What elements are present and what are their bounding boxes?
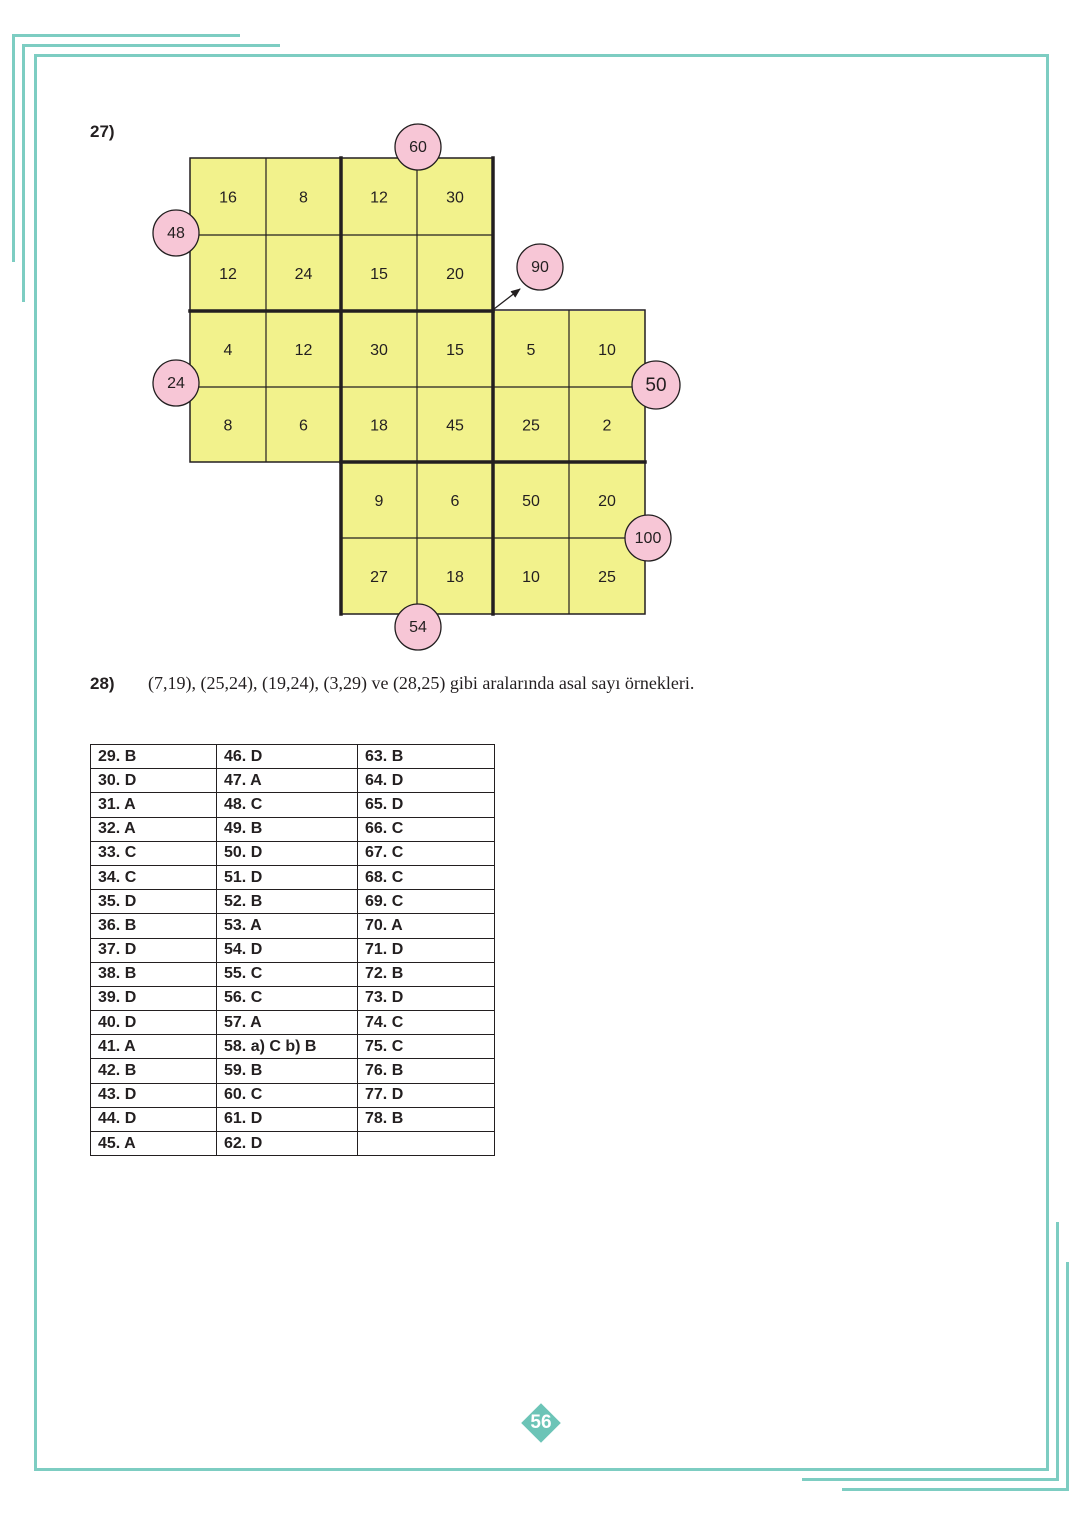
puzzle-cell-number: 15	[446, 342, 464, 360]
frame-accent-br-1v	[1056, 1222, 1059, 1481]
puzzle-cell-number: 18	[370, 417, 388, 435]
answer-cell: 75. C	[358, 1035, 495, 1059]
puzzle-cell-number: 12	[370, 189, 388, 207]
answer-cell: 37. D	[91, 938, 217, 962]
answer-cell: 73. D	[358, 986, 495, 1010]
puzzle-cell-number: 6	[450, 493, 460, 511]
answer-row	[91, 841, 495, 865]
puzzle-cell-number: 10	[522, 569, 540, 587]
answer-cell: 59. B	[217, 1059, 358, 1083]
puzzle-cell-number: 12	[219, 266, 237, 284]
answer-cell: 65. D	[358, 793, 495, 817]
answer-cell: 52. B	[217, 890, 358, 914]
bubble-value-54: 54	[409, 619, 427, 637]
answer-cell: 55. C	[217, 962, 358, 986]
puzzle-cell-number: 20	[598, 493, 616, 511]
answer-cell: 48. C	[217, 793, 358, 817]
answer-row	[91, 1035, 495, 1059]
answer-cell: 71. D	[358, 938, 495, 962]
answer-cell: 67. C	[358, 841, 495, 865]
puzzle-cell-number: 6	[299, 417, 308, 435]
answer-row	[91, 1011, 495, 1035]
frame-bottom-line	[34, 1468, 1049, 1471]
answer-cell: 32. A	[91, 817, 217, 841]
puzzle-cell-number: 5	[526, 342, 536, 360]
answer-cell: 53. A	[217, 914, 358, 938]
puzzle-cell-number: 8	[223, 417, 233, 435]
q27-number-puzzle	[0, 0, 1080, 660]
answer-row	[91, 745, 495, 769]
answer-cell: 41. A	[91, 1035, 217, 1059]
answer-cell: 62. D	[217, 1132, 358, 1156]
answer-cell: 33. C	[91, 841, 217, 865]
puzzle-cell-number: 9	[374, 493, 384, 511]
answer-cell: 40. D	[91, 1011, 217, 1035]
answer-cell: 42. B	[91, 1059, 217, 1083]
answer-cell: 47. A	[217, 769, 358, 793]
puzzle-cell-number: 24	[294, 266, 313, 284]
puzzle-cell-number: 20	[446, 266, 464, 284]
answer-cell: 72. B	[358, 962, 495, 986]
answer-row	[91, 962, 495, 986]
answer-key-table	[90, 744, 495, 1156]
answer-cell: 31. A	[91, 793, 217, 817]
answer-cell	[358, 1132, 495, 1156]
arrow-to-90	[494, 289, 520, 309]
bubble-value-24: 24	[167, 375, 185, 393]
puzzle-cell-number: 30	[370, 342, 388, 360]
puzzle-cell-number: 2	[602, 417, 612, 435]
answer-cell: 63. B	[358, 745, 495, 769]
puzzle-cell-number: 8	[299, 189, 308, 207]
bubble-value-48: 48	[167, 225, 185, 243]
answer-cell: 68. C	[358, 865, 495, 889]
answer-cell: 36. B	[91, 914, 217, 938]
puzzle-cell-number: 50	[522, 493, 540, 511]
answer-cell: 56. C	[217, 986, 358, 1010]
answer-row	[91, 890, 495, 914]
answer-cell: 74. C	[358, 1011, 495, 1035]
answer-cell: 66. C	[358, 817, 495, 841]
answer-row	[91, 1083, 495, 1107]
answer-cell: 45. A	[91, 1132, 217, 1156]
frame-accent-br-2v	[1066, 1262, 1069, 1491]
puzzle-cell-number: 27	[370, 569, 388, 587]
answer-cell: 77. D	[358, 1083, 495, 1107]
answer-cell: 34. C	[91, 865, 217, 889]
page-number-badge	[521, 1403, 561, 1443]
page-number: 56	[530, 1412, 552, 1433]
bubble-value-50: 50	[645, 375, 667, 397]
answer-cell: 54. D	[217, 938, 358, 962]
answer-cell: 78. B	[358, 1107, 495, 1131]
answer-cell: 69. C	[358, 890, 495, 914]
bubble-value-90: 90	[531, 259, 549, 277]
answer-cell: 35. D	[91, 890, 217, 914]
puzzle-cell-number: 10	[598, 342, 616, 360]
answer-row	[91, 914, 495, 938]
puzzle-cell-number: 25	[598, 569, 616, 587]
answer-row	[91, 1059, 495, 1083]
answer-cell: 29. B	[91, 745, 217, 769]
answer-cell: 57. A	[217, 1011, 358, 1035]
answer-cell: 30. D	[91, 769, 217, 793]
puzzle-cell-number: 12	[294, 342, 313, 360]
puzzle-cell-number: 4	[223, 342, 233, 360]
answer-row	[91, 1107, 495, 1131]
q27-label: 27)	[90, 122, 115, 141]
frame-accent-br-1h	[802, 1478, 1059, 1481]
answer-cell: 46. D	[217, 745, 358, 769]
answer-cell: 58. a) C b) B	[217, 1035, 358, 1059]
answer-cell: 39. D	[91, 986, 217, 1010]
answer-row	[91, 817, 495, 841]
answer-cell: 76. B	[358, 1059, 495, 1083]
answer-cell: 49. B	[217, 817, 358, 841]
puzzle-cell-number: 30	[446, 189, 464, 207]
puzzle-cell-number: 25	[522, 417, 540, 435]
answer-cell: 61. D	[217, 1107, 358, 1131]
answer-row	[91, 986, 495, 1010]
answer-row	[91, 938, 495, 962]
answer-cell: 51. D	[217, 865, 358, 889]
puzzle-cell-number: 18	[446, 569, 464, 587]
puzzle-cell-number: 45	[446, 417, 464, 435]
puzzle-cell-number: 15	[370, 266, 388, 284]
frame-accent-br-2h	[842, 1488, 1069, 1491]
puzzle-cell-number: 16	[219, 189, 237, 207]
q28-text: (7,19), (25,24), (19,24), (3,29) ve (28,25) gibi aralarında asal sayı örnekleri.	[148, 673, 695, 693]
answer-cell: 60. C	[217, 1083, 358, 1107]
answer-cell: 44. D	[91, 1107, 217, 1131]
answer-cell: 50. D	[217, 841, 358, 865]
bubble-value-100: 100	[634, 530, 662, 548]
answer-cell: 70. A	[358, 914, 495, 938]
answer-cell: 38. B	[91, 962, 217, 986]
answer-row	[91, 769, 495, 793]
answer-row	[91, 793, 495, 817]
answer-row	[91, 865, 495, 889]
bubble-value-60: 60	[409, 139, 427, 157]
q28-label: 28)	[90, 674, 115, 693]
answer-cell: 64. D	[358, 769, 495, 793]
answer-cell: 43. D	[91, 1083, 217, 1107]
answer-row	[91, 1132, 495, 1156]
